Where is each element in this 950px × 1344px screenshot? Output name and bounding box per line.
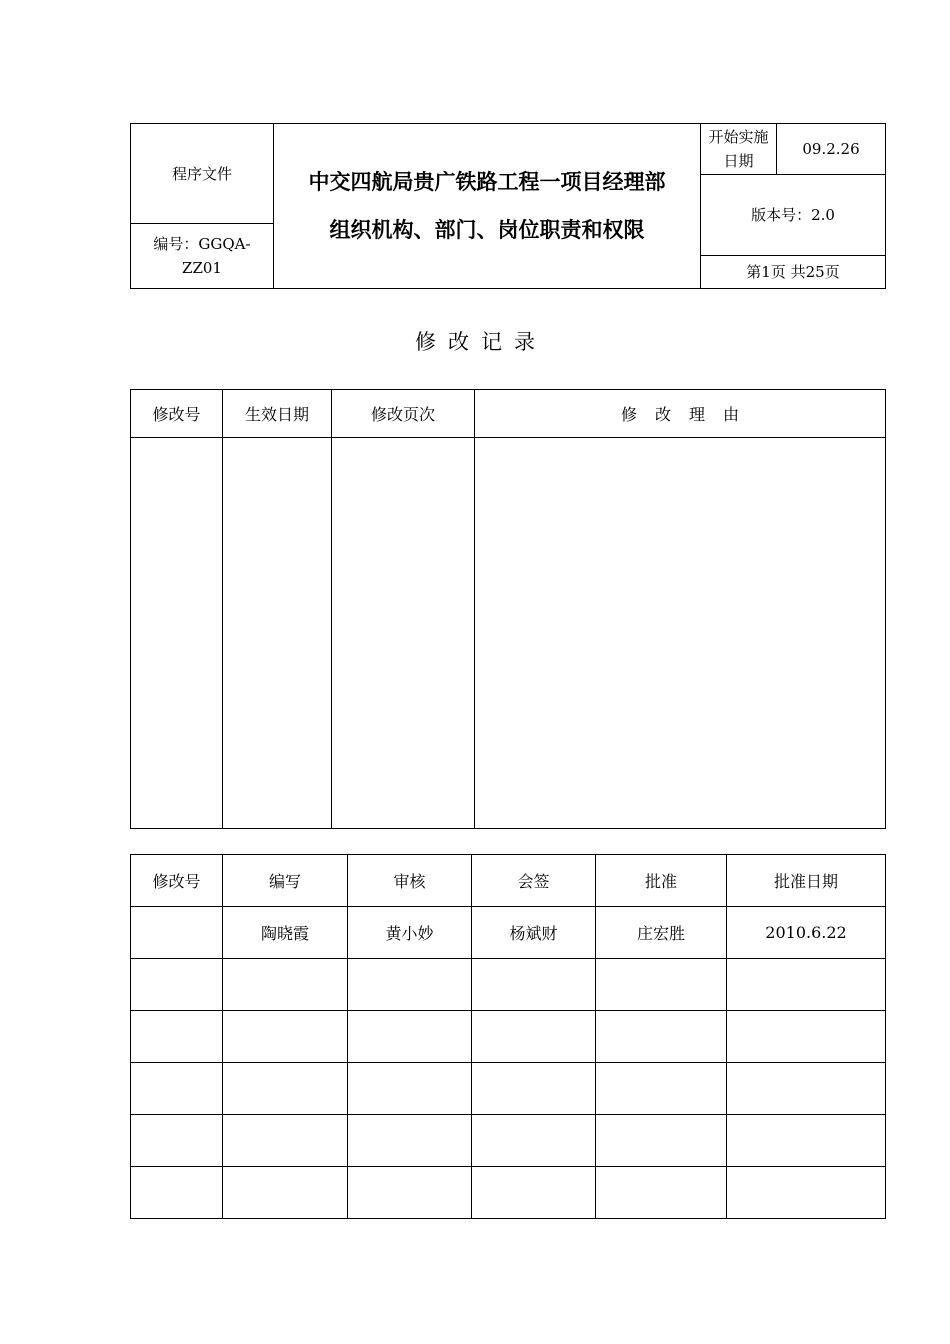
revision-body-row (131, 438, 886, 829)
doc-type: 程序文件 (131, 124, 274, 224)
table-cell (348, 1063, 472, 1115)
table-cell (472, 1115, 596, 1167)
table-cell (131, 959, 223, 1011)
table-cell (475, 438, 886, 829)
table-cell (223, 438, 332, 829)
approval-col-reviewer: 审核 (348, 855, 472, 907)
table-cell: 陶晓霞 (223, 907, 348, 959)
table-row (131, 1011, 886, 1063)
table-cell (596, 1115, 727, 1167)
table-row (131, 1167, 886, 1219)
table-cell (131, 1063, 223, 1115)
table-cell (727, 1011, 886, 1063)
revision-col-number: 修改号 (131, 390, 223, 438)
document-header-table (130, 123, 886, 289)
table-row (131, 907, 886, 959)
approval-table (130, 854, 886, 1219)
revision-col-reason: 修改理由 (475, 390, 886, 438)
table-cell (472, 959, 596, 1011)
table-cell (596, 1167, 727, 1219)
table-cell: 2010.6.22 (727, 907, 886, 959)
table-cell (348, 1115, 472, 1167)
table-cell (727, 1167, 886, 1219)
table-cell (472, 1167, 596, 1219)
table-cell (727, 1115, 886, 1167)
table-cell (223, 1063, 348, 1115)
table-row (131, 1115, 886, 1167)
table-cell (223, 1167, 348, 1219)
table-cell (223, 1011, 348, 1063)
revision-record-title: 修改记录 (415, 330, 547, 354)
table-cell (596, 1011, 727, 1063)
document-title (274, 124, 701, 289)
table-cell (596, 959, 727, 1011)
approval-col-countersign: 会签 (472, 855, 596, 907)
title-line-2: 组织机构、部门、岗位职责和权限 (329, 218, 645, 242)
page-info: 第1页 共25页 (701, 256, 886, 289)
table-cell (348, 1011, 472, 1063)
table-cell: 杨斌财 (472, 907, 596, 959)
table-cell (348, 1167, 472, 1219)
table-cell (472, 1011, 596, 1063)
start-date-value: 09.2.26 (777, 124, 886, 175)
table-cell (727, 959, 886, 1011)
table-cell: 庄宏胜 (596, 907, 727, 959)
table-cell (727, 1063, 886, 1115)
start-date-label: 开始实施日期 (701, 124, 777, 175)
table-cell (131, 1011, 223, 1063)
approval-col-author: 编写 (223, 855, 348, 907)
doc-number: 编号：GGQA-ZZ01 (131, 224, 274, 289)
table-cell (131, 438, 223, 829)
table-cell (596, 1063, 727, 1115)
approval-col-approval-date: 批准日期 (727, 855, 886, 907)
table-cell: 黄小妙 (348, 907, 472, 959)
approval-col-number: 修改号 (131, 855, 223, 907)
revision-header-row (131, 390, 886, 438)
revision-record-table (130, 389, 886, 829)
table-cell (131, 1115, 223, 1167)
title-line-1: 中交四航局贵广铁路工程一项目经理部 (308, 170, 666, 194)
table-row (131, 1063, 886, 1115)
revision-col-pages: 修改页次 (332, 390, 475, 438)
approval-header-row (131, 855, 886, 907)
table-cell (131, 907, 223, 959)
table-cell (131, 1167, 223, 1219)
table-cell (223, 1115, 348, 1167)
version-number: 版本号：2.0 (701, 175, 886, 256)
table-cell (223, 959, 348, 1011)
table-cell (472, 1063, 596, 1115)
table-row (131, 959, 886, 1011)
approval-col-approver: 批准 (596, 855, 727, 907)
table-cell (348, 959, 472, 1011)
revision-col-effective-date: 生效日期 (223, 390, 332, 438)
table-cell (332, 438, 475, 829)
